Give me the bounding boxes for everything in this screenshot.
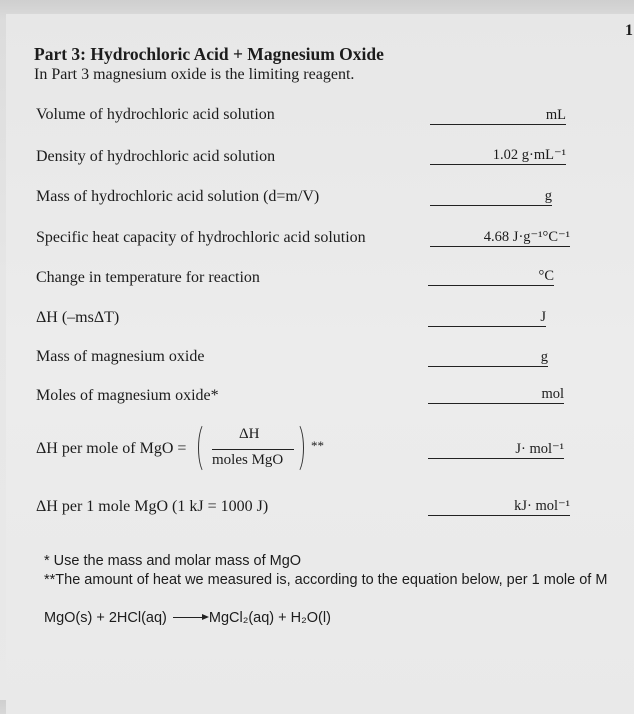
moles-mgo-label: Moles of magnesium oxide* [36,387,219,404]
equation-products: MgCl₂(aq) + H₂O(l) [208,610,331,626]
delta-h-per-mole-label: ΔH per mole of MgO = [36,440,187,457]
specific-heat-field[interactable]: 4.68 J·g⁻¹°C⁻¹ [430,228,570,247]
volume-field[interactable]: mL [430,106,566,125]
fraction-denominator: moles MgO [212,452,284,468]
double-asterisk: ** [311,438,324,453]
right-paren [288,422,304,474]
temperature-change-label: Change in temperature for reaction [36,269,260,286]
page-corner-number: 1 [625,22,633,39]
temperature-change-field[interactable]: °C [428,267,554,286]
mass-solution-label: Mass of hydrochloric acid solution (d=m/V) [36,188,320,205]
footnote-double-asterisk: **The amount of heat we measured is, according to the equation below, per 1 mole of M [44,572,608,588]
delta-h-label: ΔH (–msΔT) [36,309,120,326]
section-title: Part 3: Hydrochloric Acid + Magnesium Oxide [34,44,384,64]
delta-h-field[interactable]: J [428,308,546,327]
mass-mgo-label: Mass of magnesium oxide [36,348,205,365]
reaction-equation [44,610,331,626]
density-field[interactable]: 1.02 g·mL⁻¹ [430,146,566,165]
mass-mgo-field[interactable]: g [428,348,548,367]
density-label: Density of hydrochloric acid solution [36,148,276,165]
fraction-bar [212,449,294,450]
mass-solution-field[interactable]: g [430,187,552,206]
volume-label: Volume of hydrochloric acid solution [36,106,275,123]
reaction-arrow-icon [173,617,207,618]
delta-h-kj-field[interactable]: kJ· mol⁻¹ [428,497,570,516]
delta-h-per-mole-formula [36,422,336,478]
footnote-single-asterisk: * Use the mass and molar mass of MgO [44,553,302,569]
section-subtitle: In Part 3 magnesium oxide is the limiting reagent. [34,66,355,83]
fraction-numerator: ΔH [239,426,260,442]
delta-h-kj-label: ΔH per 1 mole MgO (1 kJ = 1000 J) [36,498,269,515]
equation-reactants: MgO(s) + 2HCl(aq) [44,610,167,626]
delta-h-per-mole-field[interactable]: J· mol⁻¹ [428,440,564,459]
moles-mgo-field[interactable]: mol [428,385,564,404]
specific-heat-label: Specific heat capacity of hydrochloric acid solution [36,229,366,246]
